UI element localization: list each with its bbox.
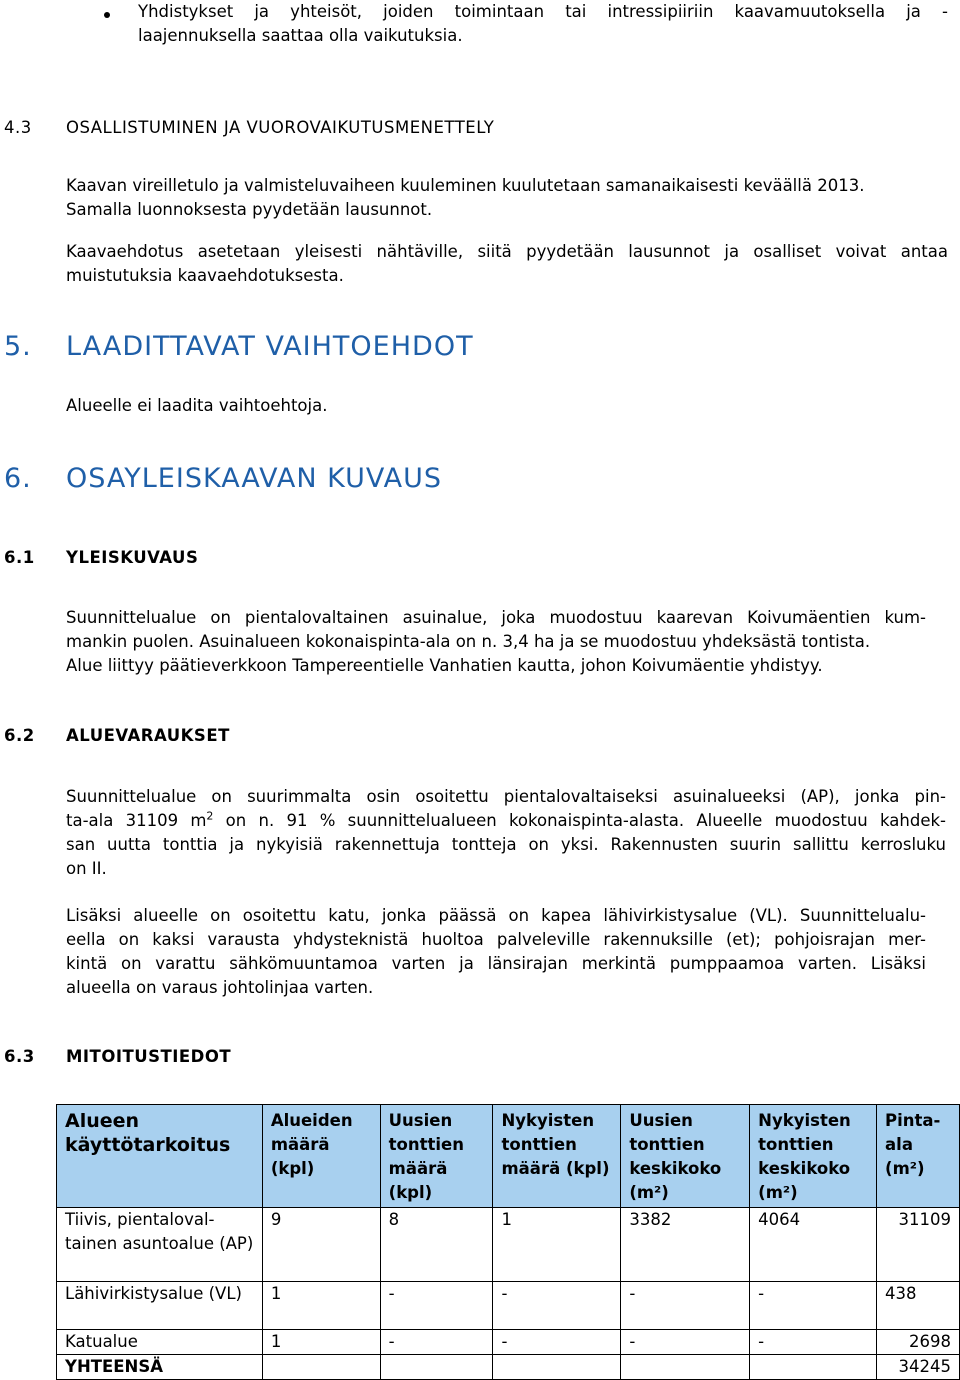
table-cell: Katualue: [57, 1330, 263, 1355]
heading-title: OSAYLEISKAAVAN KUVAUS: [66, 463, 443, 494]
section-title: MITOITUSTIEDOT: [66, 1047, 232, 1066]
paragraph-line: Alue liittyy päätieverkkoon Tampereentielle Vanhatien kautta, johon Koivumäentie yhdistyy.: [66, 656, 823, 675]
paragraph-line: Kaavaehdotus asetetaan yleisesti nähtäville, siitä pyydetään lausunnot ja osalliset voivat antaa: [66, 242, 948, 261]
table-cell: Lähivirkistysalue (VL): [57, 1282, 263, 1330]
paragraph: [66, 606, 926, 678]
section-title: OSALLISTUMINEN JA VUOROVAIKUTUSMENETTELY: [66, 118, 495, 137]
mitoitus-table: [56, 1104, 960, 1380]
table-cell: [493, 1355, 621, 1380]
table-cell: Tiivis, pientaloval-tainen asuntoalue (AP): [57, 1208, 263, 1282]
table-cell: 438: [877, 1282, 960, 1330]
table-cell: -: [621, 1330, 750, 1355]
table-cell: 31109: [877, 1208, 960, 1282]
table-cell: -: [380, 1330, 493, 1355]
table-header-cell: Nykyisten tonttien keskikoko (m²): [750, 1105, 877, 1208]
paragraph-line: muistutuksia kaavaehdotuksesta.: [66, 266, 344, 285]
paragraph-line: mankin puolen. Asuinalueen kokonaispinta-ala on n. 3,4 ha ja se muodostuu yhdeksästä tontista.: [66, 632, 871, 651]
table-row: [57, 1282, 960, 1330]
table-cell: -: [750, 1282, 877, 1330]
paragraph-line: Suunnittelualue on pientalovaltainen asuinalue, joka muodostuu kaarevan Koivumäentien kum-: [66, 608, 926, 627]
paragraph-line: Lisäksi alueelle on osoitettu katu, jonka päässä on kapea lähivirkistysalue (VL). Suunnittelualu-: [66, 906, 926, 925]
paragraph-line: Kaavan vireilletulo ja valmisteluvaiheen kuuleminen kuulutetaan samanaikaisesti keväällä 2013.: [66, 176, 865, 195]
table-header-cell: Nykyisten tonttien määrä (kpl): [493, 1105, 621, 1208]
section-number: 6.1: [4, 548, 35, 567]
heading-title: LAADITTAVAT VAIHTOEHDOT: [66, 331, 474, 362]
bullet-line: Yhdistykset ja yhteisöt, joiden toimintaan tai intressipiiriin kaavamuutoksella ja -: [138, 2, 948, 21]
paragraph-line: Suunnittelualue on suurimmalta osin osoitettu pientalovaltaiseksi asuinalueeksi (AP), jonka pin-: [66, 787, 946, 806]
table-row: [57, 1208, 960, 1282]
table-cell: [380, 1355, 493, 1380]
table-header-cell: Uusien tonttien määrä (kpl): [380, 1105, 493, 1208]
section-number: 6.3: [4, 1047, 35, 1066]
table-header-cell: Alueiden määrä (kpl): [262, 1105, 380, 1208]
table-cell: -: [621, 1282, 750, 1330]
table-cell: 8: [380, 1208, 493, 1282]
table-header-cell: Uusien tonttien keskikoko (m²): [621, 1105, 750, 1208]
heading-number: 5.: [4, 331, 32, 362]
superscript: 2: [206, 809, 214, 823]
bullet-text: [138, 0, 948, 48]
bullet-dot: [104, 12, 110, 18]
table-cell: 34245: [877, 1355, 960, 1380]
paragraph-line: eella on kaksi varausta yhdysteknistä huoltoa palveleville rakennuksille (et); pohjoisrajan mer-: [66, 930, 926, 949]
bullet-line: laajennuksella saattaa olla vaikutuksia.: [138, 26, 463, 45]
table-header-row: [57, 1105, 960, 1208]
table-cell: [750, 1355, 877, 1380]
table-cell: -: [493, 1282, 621, 1330]
section-number: 4.3: [4, 118, 32, 137]
paragraph-line: alueella on varaus johtolinjaa varten.: [66, 978, 374, 997]
heading-number: 6.: [4, 463, 32, 494]
paragraph: [66, 174, 951, 222]
table-header-cell: Pinta-ala (m²): [877, 1105, 960, 1208]
paragraph-line: kintä on varattu sähkömuuntamoa varten ja länsirajan merkintä pumppaamoa varten. Lisäksi: [66, 954, 926, 973]
text-span: on n. 91 % suunnittelualueen kokonaispinta-alasta. Alueelle muodostuu kahdek-: [213, 811, 946, 830]
table-cell: 4064: [750, 1208, 877, 1282]
table-row: [57, 1355, 960, 1380]
table-cell: [262, 1355, 380, 1380]
table-cell: -: [380, 1282, 493, 1330]
paragraph: [66, 904, 926, 1000]
table-cell: 1: [262, 1282, 380, 1330]
table-cell: 3382: [621, 1208, 750, 1282]
paragraph-line: [66, 809, 946, 833]
table-cell: 1: [262, 1330, 380, 1355]
table-cell: 2698: [877, 1330, 960, 1355]
table-cell: [621, 1355, 750, 1380]
table-header-cell: Alueen käyttötarkoitus: [57, 1105, 263, 1208]
paragraph-line: Samalla luonnoksesta pyydetään lausunnot.: [66, 200, 433, 219]
paragraph: Alueelle ei laadita vaihtoehtoja.: [66, 396, 328, 415]
table-cell: -: [493, 1330, 621, 1355]
paragraph: [66, 785, 946, 881]
text-span: ta-ala 31109 m: [66, 811, 207, 830]
table-cell: 9: [262, 1208, 380, 1282]
section-number: 6.2: [4, 726, 35, 745]
paragraph: [66, 240, 948, 288]
table-cell: -: [750, 1330, 877, 1355]
table-cell: YHTEENSÄ: [57, 1355, 263, 1380]
table-cell: 1: [493, 1208, 621, 1282]
paragraph-line: on II.: [66, 859, 107, 878]
section-title: ALUEVARAUKSET: [66, 726, 230, 745]
paragraph-line: san uutta tonttia ja nykyisiä rakennettuja tontteja on yksi. Rakennusten suurin sallittu kerrosluku: [66, 835, 946, 854]
section-title: YLEISKUVAUS: [66, 548, 199, 567]
table-row: [57, 1330, 960, 1355]
